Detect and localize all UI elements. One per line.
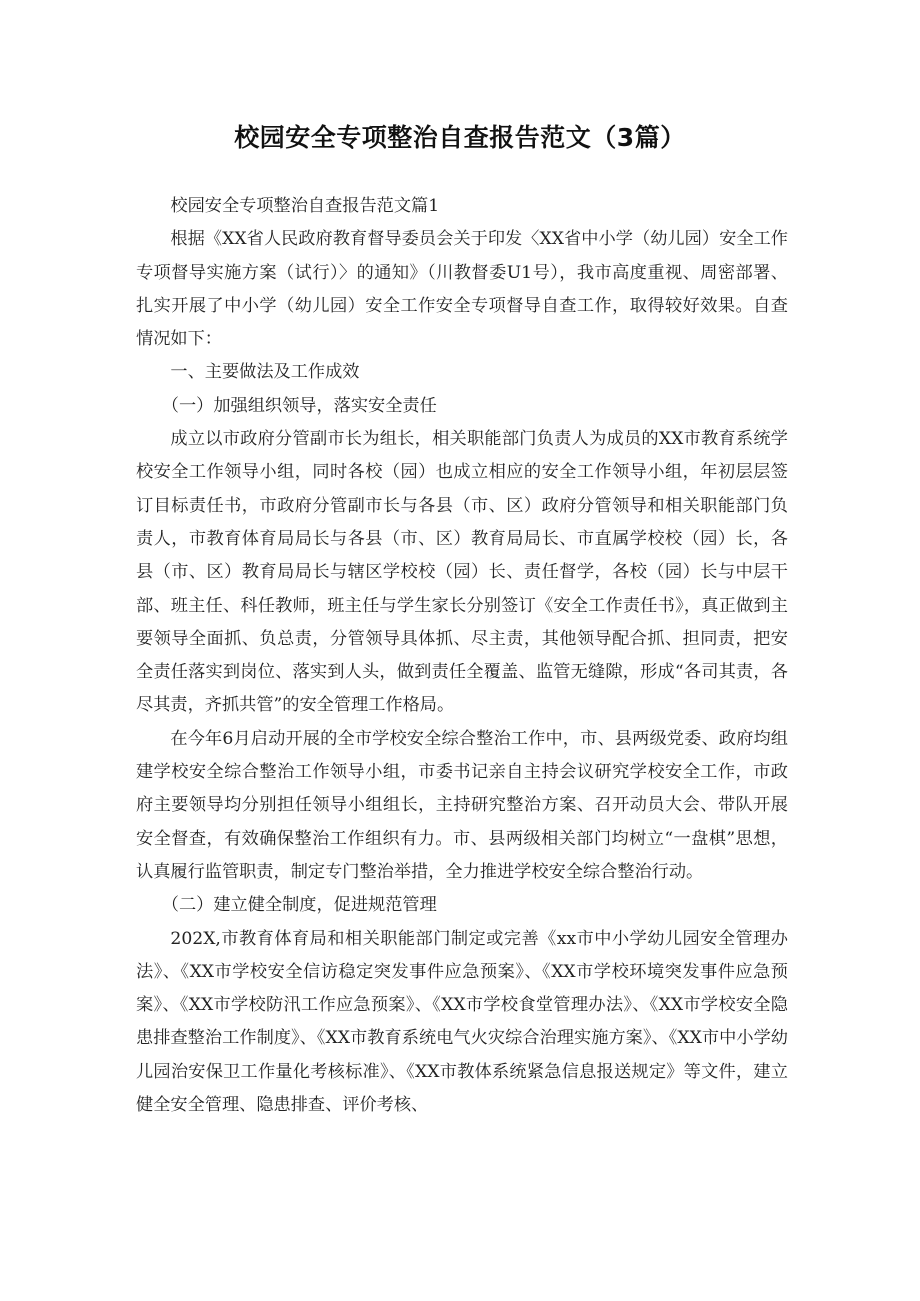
paragraph: 成立以市政府分管副市长为组长，相关职能部门负责人为成员的XX市教育系统学校安全工作领导小组，同时各校（园）也成立相应的安全工作领导小组，年初层层签订目标责任书，市政府分管副市长与各县（市、区）政府分管领导和相关职能部门负责人，市教育体育局局长与各县（市、区）教育局局长、市直属学校校（园）长，各县（市、区）教育局局长与辖区学校校（园）长、责任督学，各校（园）长与中层干部、班主任、科任教师，班主任与学生家长分别签订《安全工作责任书》，真正做到主要领导全面抓、负总责，分管领导具体抓、尽主责，其他领导配合抓、担同责，把安全责任落实到岗位、落实到人头，做到责任全覆盖、监管无缝隙，形成“各司其责，各尽其责，齐抓共管”的安全管理工作格局。 [136, 429, 788, 716]
paragraph: 202X,市教育体育局和相关职能部门制定或完善《xx市中小学幼儿园安全管理办法》、《XX市学校安全信访稳定突发事件应急预案》、《XX市学校环境突发事件应急预案》、《XX市学校防汛工作应急预案》、《XX市学校食堂管理办法》、《XX市学校安全隐患排查整治工作制度》、《XX市教育系统电气火灾综合治理实施方案》、《XX市中小学幼儿园治安保卫工作量化考核标准》、《XX市教体系统紧急信息报送规定》等文件，建立健全安全管理、隐患排查、评价考核、 [136, 928, 788, 1116]
section-heading: 一、主要做法及工作成效 [170, 362, 360, 383]
section-heading: 校园安全专项整治自查报告范文篇1 [170, 196, 440, 216]
document-title: 校园安全专项整治自查报告范文（3篇） [234, 123, 686, 152]
subsection-heading: （一）加强组织领导，落实安全责任 [161, 395, 437, 416]
paragraph: 根据《XX省人民政府教育督导委员会关于印发〈XX省中小学（幼儿园）安全工作专项督导实施方案（试行）〉的通知》（川教督委U1号），我市高度重视、周密部署、扎实开展了中小学（幼儿园）安全工作安全专项督导自查工作，取得较好效果。自查情况如下： [136, 229, 788, 350]
subsection-heading: （二）建立健全制度，促进规范管理 [161, 895, 437, 916]
paragraph: 在今年6月启动开展的全市学校安全综合整治工作中，市、县两级党委、政府均组建学校安全综合整治工作领导小组，市委书记亲自主持会议研究学校安全工作，市政府主要领导均分别担任领导小组组长，主持研究整治方案、召开动员大会、带队开展安全督查，有效确保整治工作组织有力。市、县两级相关部门均树立“一盘棋”思想，认真履行监管职责，制定专门整治举措，全力推进学校安全综合整治行动。 [136, 728, 788, 882]
document-body [136, 190, 788, 1122]
